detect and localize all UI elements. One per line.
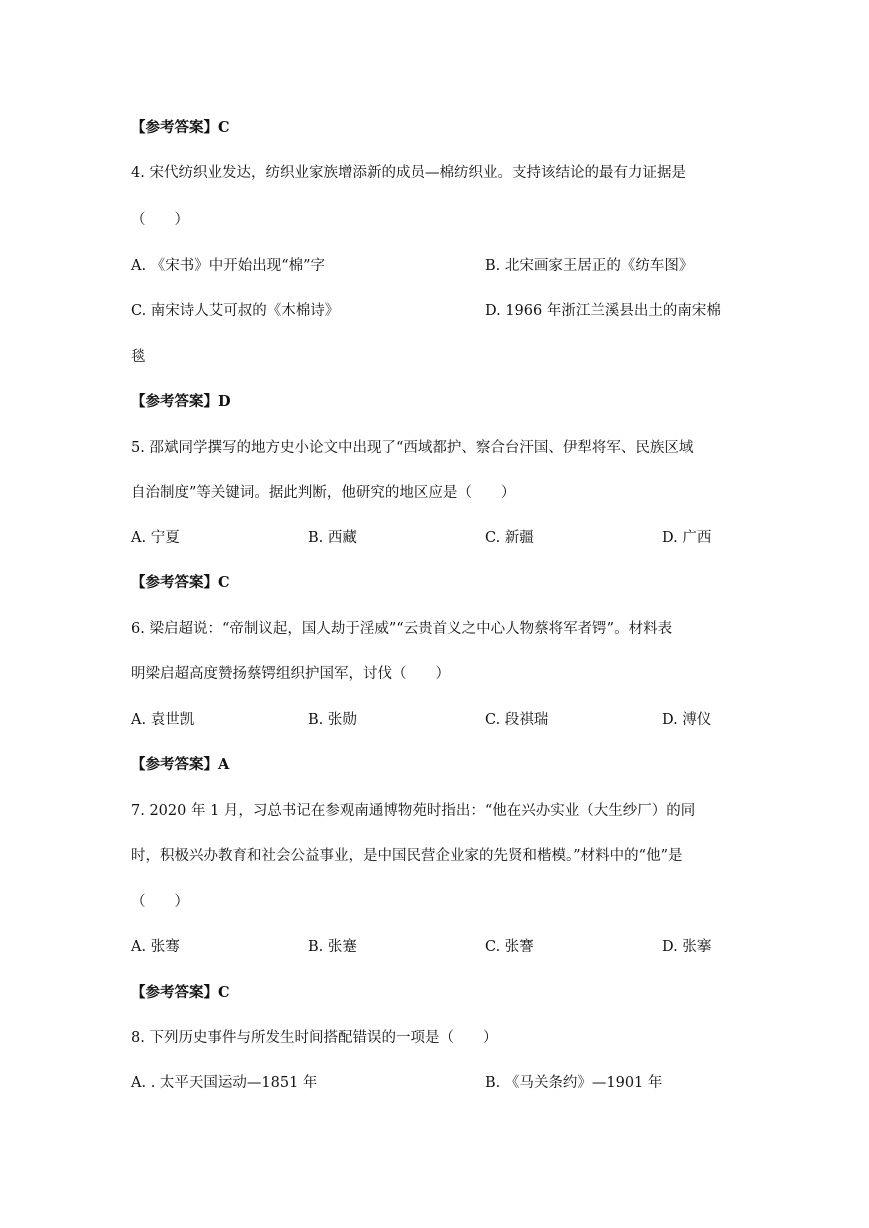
question-6-line-2: 明梁启超高度赞扬蔡锷组织护国军，讨伐（ ） xyxy=(131,666,450,682)
answer-q6: 【参考答案】A xyxy=(131,756,230,773)
q6-option-a: A. 袁世凯 xyxy=(131,712,195,728)
q5-option-b: B. 西藏 xyxy=(308,530,357,546)
q7-option-b: B. 张蹇 xyxy=(308,939,357,955)
answer-q5: 【参考答案】C xyxy=(131,574,230,591)
question-8-line-1: 8. 下列历史事件与所发生时间搭配错误的一项是（ ） xyxy=(131,1030,498,1046)
answer-q3: 【参考答案】C xyxy=(131,119,230,136)
answer-q4: 【参考答案】D xyxy=(131,393,231,410)
q4-option-c: C. 南宋诗人艾可叔的《木棉诗》 xyxy=(131,303,340,319)
q7-option-d: D. 张搴 xyxy=(662,939,712,955)
question-5-line-2: 自治制度”等关键词。据此判断，他研究的地区应是（ ） xyxy=(131,485,516,501)
q5-option-a: A. 宁夏 xyxy=(131,530,180,546)
q4-option-b: B. 北宋画家王居正的《纺车图》 xyxy=(485,258,694,274)
q6-option-b: B. 张勋 xyxy=(308,712,357,728)
q4-option-d-continued: 毯 xyxy=(131,349,146,365)
q7-option-a: A. 张骞 xyxy=(131,939,180,955)
q6-option-d: D. 溥仪 xyxy=(662,712,712,728)
question-7-line-3: （ ） xyxy=(131,894,189,910)
question-4-line-2: （ ） xyxy=(131,212,189,228)
q8-option-a: A. . 太平天国运动—1851 年 xyxy=(131,1075,318,1091)
question-7-line-2: 时，积极兴办教育和社会公益事业，是中国民营企业家的先贤和楷模。”材料中的“他”是 xyxy=(131,848,683,864)
q5-option-d: D. 广西 xyxy=(662,530,712,546)
answer-q7: 【参考答案】C xyxy=(131,984,230,1001)
q4-option-d: D. 1966 年浙江兰溪县出土的南宋棉 xyxy=(485,303,721,319)
q6-option-c: C. 段祺瑞 xyxy=(485,712,549,728)
question-7-line-1: 7. 2020 年 1 月，习总书记在参观南通博物苑时指出：“他在兴办实业（大生纱厂）的同 xyxy=(131,803,696,819)
q4-option-a: A. 《宋书》中开始出现“棉”字 xyxy=(131,258,326,274)
question-6-line-1: 6. 梁启超说：“帝制议起，国人劫于淫威”“云贵首义之中心人物蔡将军者锷”。材料表 xyxy=(131,621,673,637)
q5-option-c: C. 新疆 xyxy=(485,530,534,546)
question-4-line-1: 4. 宋代纺织业发达，纺织业家族增添新的成员—棉纺织业。支持该结论的最有力证据是 xyxy=(131,165,686,181)
q8-option-b: B. 《马关条约》—1901 年 xyxy=(485,1075,663,1091)
q7-option-c: C. 张謇 xyxy=(485,939,534,955)
question-5-line-1: 5. 邵斌同学撰写的地方史小论文中出现了“西域都护、察合台汗国、伊犁将军、民族区域 xyxy=(131,440,694,456)
